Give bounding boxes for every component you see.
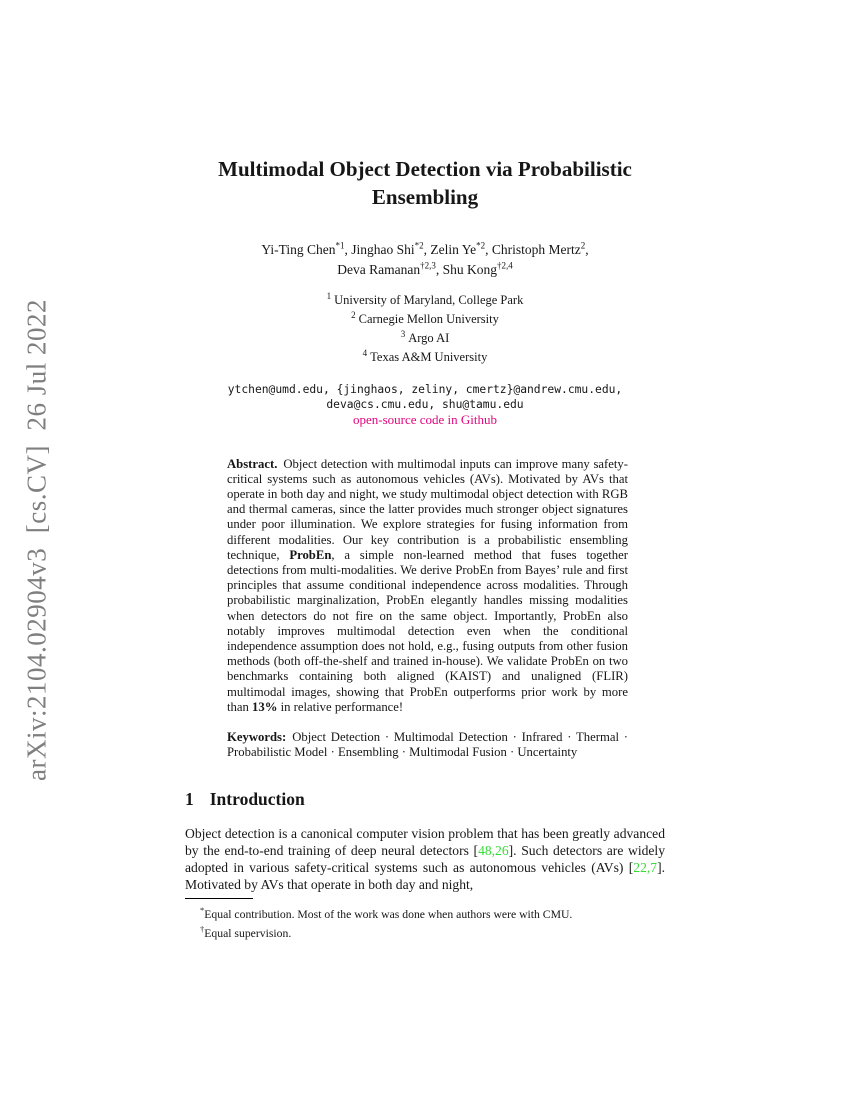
author: Zelin Ye$^{*2}$, <box>430 240 492 257</box>
author-superscript: *2 <box>476 240 486 250</box>
affiliation-item: $^1$ University of Maryland, College Park <box>326 291 524 308</box>
abstract-label: Abstract. <box>227 456 278 471</box>
abstract <box>227 457 628 715</box>
footnote-marker: † <box>200 924 205 935</box>
affiliation-superscript: 4 <box>362 348 368 359</box>
affiliation-item: $^2$ Carnegie Mellon University <box>351 310 499 327</box>
proben-term: ProbEn <box>289 547 332 562</box>
affiliation-list <box>185 289 665 366</box>
footnote-item: †Equal supervision. <box>200 924 292 941</box>
arxiv-watermark: arXiv:2104.02904v3 [cs.CV] 26 Jul 2022 <box>21 299 52 781</box>
footnote-marker: * <box>200 905 205 916</box>
keywords <box>227 730 628 760</box>
abstract-text: in relative performance! <box>277 699 404 714</box>
section-heading-introduction <box>185 789 665 809</box>
intro-paragraph: Object detection is a canonical computer vision problem that has been greatly advanced by the end-to-end training of deep neural detectors [48,26]. Such detectors are widely adopted in various safety-critical systems such as autonomous vehicles (AVs) [22,7]. Motivated by AVs that operate in both day and night, <box>185 826 665 893</box>
author: Christoph Mertz$^2$, <box>491 240 589 257</box>
author: Deva Ramanan$^{\dagger 2,3}$, <box>337 260 443 277</box>
author-list <box>185 237 665 278</box>
github-code-link[interactable]: open-source code in Github <box>352 411 498 427</box>
author-superscript: †2,3 <box>420 260 436 271</box>
affiliation-superscript: 2 <box>351 310 356 321</box>
affiliation-superscript: 1 <box>326 291 332 301</box>
footnote-block <box>185 898 665 941</box>
author: Jinghao Shi$^{*2}$, <box>351 240 431 257</box>
paper-title-line2: Ensembling <box>371 185 479 209</box>
paper-title-line1: Multimodal Object Detection via Probabilistic <box>218 157 632 181</box>
email-line: ytchen@umd.edu, {jinghaos, zeliny, cmertz}@andrew.cmu.edu, <box>227 382 623 396</box>
author-superscript: *1 <box>335 240 345 250</box>
citation-link[interactable]: 22,7 <box>633 860 658 876</box>
abstract-text: Object detection with multimodal inputs can improve many safety-critical systems such as autonomous vehicles (AVs). Motivated by AVs that operate in both day and night, we study multimodal object detection with RGB and thermal cameras, since the latter provides much stronger object signatures under poor illumination. We explore strategies for fusing information from different modalities. Our key contribution is a probabilistic ensembling technique, <box>227 456 628 562</box>
citation-link[interactable]: 48,26 <box>478 843 509 859</box>
email-block <box>185 382 665 412</box>
keywords-label: Keywords: <box>227 730 287 745</box>
result-percentage: 13% <box>252 699 278 714</box>
code-link-row <box>185 412 665 427</box>
section-number: 1 <box>185 789 194 810</box>
affiliation-superscript: 3 <box>400 329 406 340</box>
author: Yi-Ting Chen$^{*1}$, <box>261 240 352 257</box>
author: Shu Kong$^{\dagger 2,4}$ <box>442 260 513 277</box>
footnote-item: *Equal contribution. Most of the work was done when authors were with CMU. <box>200 905 573 922</box>
affiliation-item: $^3$ Argo AI <box>400 329 450 346</box>
affiliation-item: $^4$ Texas A&M University <box>362 348 488 365</box>
abstract-text: , a simple non-learned method that fuses together detections from multi-modalities. We derive ProbEn from Bayes’ rule and first principles that assume conditional independence across modalities. Through probabilistic marginalization, ProbEn elegantly handles missing modalities when detectors do not fire on the same object. Importantly, ProbEn also notably improves multimodal detection even when the conditional independence assumption does not hold, e.g., fusing outputs from other fusion methods (both off-the-shelf and trained in-house). We validate ProbEn on two benchmarks containing both aligned (KAIST) and unaligned (FLIR) multimodal images, showing that ProbEn outperforms prior work by more than <box>227 547 628 714</box>
email-line: deva@cs.cmu.edu, shu@tamu.edu <box>326 397 524 411</box>
paper-content <box>185 0 665 941</box>
footnote-rule <box>185 898 253 899</box>
author-superscript: †2,4 <box>496 260 513 271</box>
keywords-text: Object Detection · Multimodal Detection · Infrared · Thermal · Probabilistic Model · Ensembling · Multimodal Fusion · Uncertainty <box>227 730 628 760</box>
paper-title <box>185 155 665 211</box>
section-title: Introduction <box>209 789 305 810</box>
author-superscript: *2 <box>414 240 424 250</box>
author-superscript: 2 <box>580 240 586 250</box>
